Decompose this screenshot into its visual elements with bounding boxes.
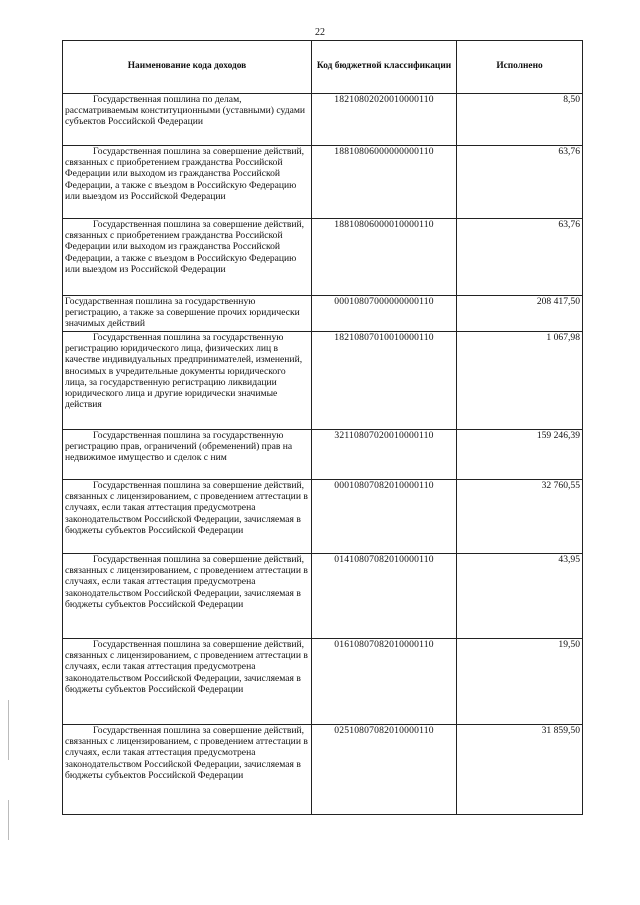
margin-scan-mark bbox=[8, 800, 9, 840]
table-row bbox=[63, 430, 583, 480]
row-name bbox=[63, 480, 312, 554]
row-name-text: Государственная пошлина за совершение действий, связанных с лицензированием, с проведением аттестации в случаях, если такая аттестация предусмотрена законодательством Российской Федерации, зачисляемая в бюджеты субъектов Российской Федерации bbox=[65, 725, 308, 781]
table-row bbox=[63, 725, 583, 815]
margin-scan-mark bbox=[8, 700, 9, 760]
row-executed: 159 246,39 bbox=[457, 430, 583, 480]
row-code: 18810806000000000110 bbox=[312, 146, 457, 219]
row-executed: 63,76 bbox=[457, 219, 583, 296]
row-name bbox=[63, 639, 312, 725]
row-code: 18810806000010000110 bbox=[312, 219, 457, 296]
row-name bbox=[63, 554, 312, 639]
table-row bbox=[63, 296, 583, 332]
row-name bbox=[63, 94, 312, 146]
header-executed: Исполнено bbox=[457, 41, 583, 94]
row-code: 01410807082010000110 bbox=[312, 554, 457, 639]
row-executed: 208 417,50 bbox=[457, 296, 583, 332]
row-code: 00010807000000000110 bbox=[312, 296, 457, 332]
page-number: 22 bbox=[315, 27, 325, 38]
row-name-text: Государственная пошлина за государственную регистрацию прав, ограничений (обременений) прав на недвижимое имущество и сделок с ним bbox=[65, 430, 293, 464]
row-name bbox=[63, 146, 312, 219]
row-name bbox=[63, 332, 312, 430]
row-executed: 31 859,50 bbox=[457, 725, 583, 815]
row-name-text: Государственная пошлина за совершение действий, связанных с лицензированием, с проведением аттестации в случаях, если такая аттестация предусмотрена законодательством Российской Федерации, зачисляемая в бюджеты субъектов Российской Федерации bbox=[65, 639, 308, 695]
revenue-table bbox=[62, 40, 583, 815]
table-header-row bbox=[63, 41, 583, 94]
row-name-text: Государственная пошлина за совершение действий, связанных с лицензированием, с проведением аттестации в случаях, если такая аттестация предусмотрена законодательством Российской Федерации, зачисляемая в бюджеты субъектов Российской Федерации bbox=[65, 554, 308, 610]
row-name bbox=[63, 725, 312, 815]
row-code: 18210802020010000110 bbox=[312, 94, 457, 146]
row-executed: 43,95 bbox=[457, 554, 583, 639]
table-row bbox=[63, 219, 583, 296]
row-name-text: Государственная пошлина за совершение действий, связанных с приобретением гражданства Российской Федерации или выходом из гражданства Российской Федерации, а также с въездом в Российскую Федерацию или выездом из Российской Федерации bbox=[65, 146, 305, 202]
row-name bbox=[63, 219, 312, 296]
row-name-text: Государственная пошлина по делам, рассматриваемым конституционными (уставными) судами субъектов Российской Федерации bbox=[65, 94, 306, 128]
table-row bbox=[63, 554, 583, 639]
row-executed: 1 067,98 bbox=[457, 332, 583, 430]
header-name: Наименование кода доходов bbox=[63, 41, 312, 94]
row-code: 18210807010010000110 bbox=[312, 332, 457, 430]
row-code: 00010807082010000110 bbox=[312, 480, 457, 554]
row-name bbox=[63, 296, 312, 332]
row-name bbox=[63, 430, 312, 480]
row-executed: 32 760,55 bbox=[457, 480, 583, 554]
table-row bbox=[63, 94, 583, 146]
row-code: 32110807020010000110 bbox=[312, 430, 457, 480]
row-name-text: Государственная пошлина за совершение действий, связанных с приобретением гражданства Российской Федерации или выходом из гражданства Российской Федерации, а также с въездом в Российскую Федерацию или выездом из Российской Федерации bbox=[65, 219, 305, 275]
row-executed: 63,76 bbox=[457, 146, 583, 219]
row-code: 02510807082010000110 bbox=[312, 725, 457, 815]
row-code: 01610807082010000110 bbox=[312, 639, 457, 725]
table-row bbox=[63, 332, 583, 430]
table-row bbox=[63, 480, 583, 554]
row-name-text: Государственная пошлина за государственную регистрацию, а также за совершение прочих юридически значимых действий bbox=[65, 296, 300, 330]
row-executed: 19,50 bbox=[457, 639, 583, 725]
table-row bbox=[63, 639, 583, 725]
row-name-text: Государственная пошлина за совершение действий, связанных с лицензированием, с проведением аттестации в случаях, если такая аттестация предусмотрена законодательством Российской Федерации, зачисляемая в бюджеты субъектов Российской Федерации bbox=[65, 480, 308, 536]
table-row bbox=[63, 146, 583, 219]
row-executed: 8,50 bbox=[457, 94, 583, 146]
row-name-text: Государственная пошлина за государственную регистрацию юридического лица, физических лиц в качестве индивидуальных предпринимателей, изменений, вносимых в учредительные документы юридического лица, за государственную регистрацию ликвидации юридического лица и другие юридически значимые действия bbox=[65, 332, 303, 411]
header-code: Код бюджетной классификации bbox=[312, 41, 457, 94]
